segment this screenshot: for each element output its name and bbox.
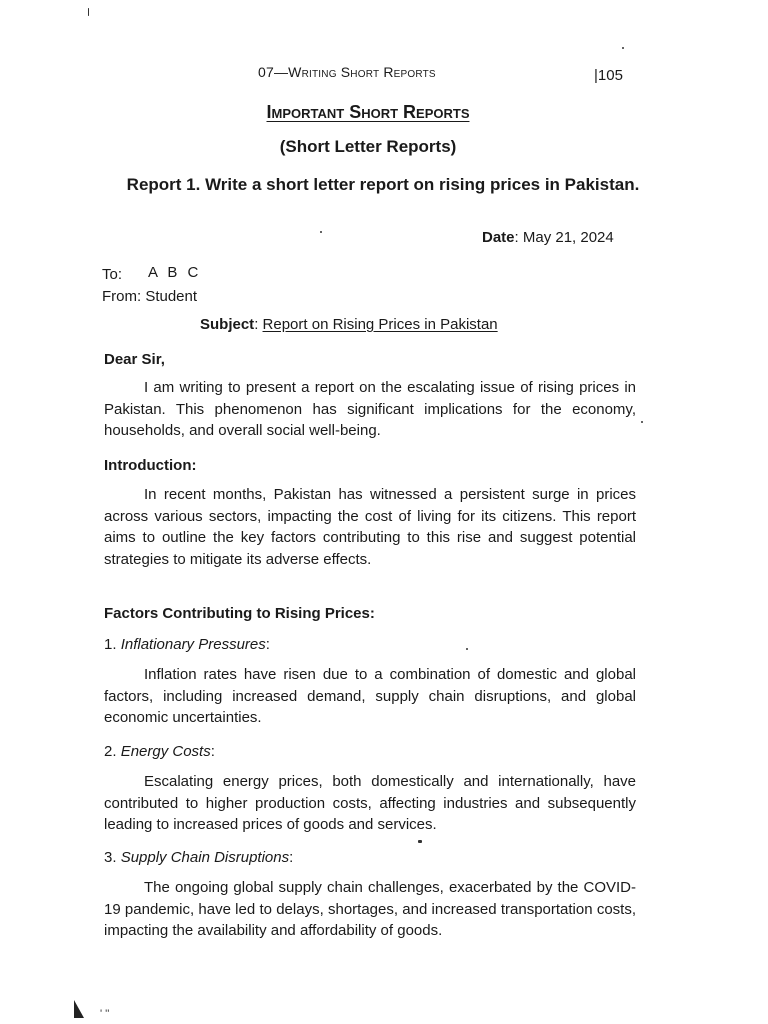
- report-date: [482, 229, 614, 246]
- factor-suffix: :: [289, 849, 294, 866]
- factor-title-2: [104, 743, 215, 760]
- scan-edge-mark: [74, 1000, 84, 1018]
- footer-marks: ' '': [100, 1008, 110, 1020]
- scan-speck: [622, 47, 624, 49]
- factor-suffix: :: [265, 636, 270, 653]
- factors-heading: Factors Contributing to Rising Prices:: [104, 605, 375, 622]
- to-label: To:: [102, 266, 123, 283]
- factor-number: 3.: [104, 849, 117, 866]
- report-heading: Report 1. Write a short letter report on rising prices in Pakistan.: [126, 175, 640, 194]
- factor-title-text: Inflationary Pressures: [120, 636, 266, 653]
- date-value: : May 21, 2024: [514, 229, 614, 246]
- factor-paragraph-3: The ongoing global supply chain challenges, exacerbated by the COVID-19 pandemic, have led to delays, shortages, and increased transportation costs, impacting the availability and affordability of goods.: [104, 879, 636, 939]
- scan-speck: [418, 840, 422, 843]
- running-header-chapter: 07—Writing Short Reports: [258, 64, 436, 80]
- subject-line: Subject: Report on Rising Prices in Pakistan: [200, 316, 498, 333]
- factor-paragraph-1: Inflation rates have risen due to a combination of domestic and global factors, including increased demand, supply chain disruptions, and global economic uncertainties.: [104, 666, 636, 726]
- page-subtitle: (Short Letter Reports): [279, 137, 457, 156]
- introduction-heading: Introduction:: [104, 457, 197, 474]
- salutation: Dear Sir,: [104, 351, 165, 368]
- to-value: A B C: [148, 264, 202, 281]
- subject-label: Subject: [200, 316, 255, 333]
- factor-suffix: :: [210, 743, 215, 760]
- factor-title-1: [104, 636, 270, 653]
- factor-number: 1.: [104, 636, 117, 653]
- introduction-paragraph: In recent months, Pakistan has witnessed a persistent surge in prices across various sectors, impacting the cost of living for its citizens. This report aims to outline the key factors contributing to this rise and suggest potential strategies to mitigate its adverse effects.: [104, 486, 636, 568]
- page-number: |105: [594, 67, 623, 84]
- factor-title-text: Supply Chain Disruptions: [120, 849, 290, 866]
- scan-speck: [88, 8, 89, 16]
- factor-number: 2.: [104, 743, 117, 760]
- factor-title-text: Energy Costs: [120, 743, 211, 760]
- subject-value: Report on Rising Prices in Pakistan: [262, 316, 498, 333]
- scan-speck: [641, 421, 643, 423]
- scan-speck: [466, 648, 468, 650]
- factor-paragraph-2: Escalating energy prices, both domestically and internationally, have contributed to higher production costs, affecting industries and subsequently leading to increased prices of goods and services.: [104, 773, 636, 833]
- intro-paragraph: I am writing to present a report on the escalating issue of rising prices in Pakistan. This phenomenon has significant implications for the economy, households, and overall social well-being.: [104, 379, 636, 439]
- scan-speck: [320, 231, 322, 233]
- from-line: From: Student: [102, 288, 198, 305]
- factor-title-3: [104, 849, 293, 866]
- page-title: Important Short Reports: [266, 102, 470, 122]
- date-label: Date: [482, 229, 515, 246]
